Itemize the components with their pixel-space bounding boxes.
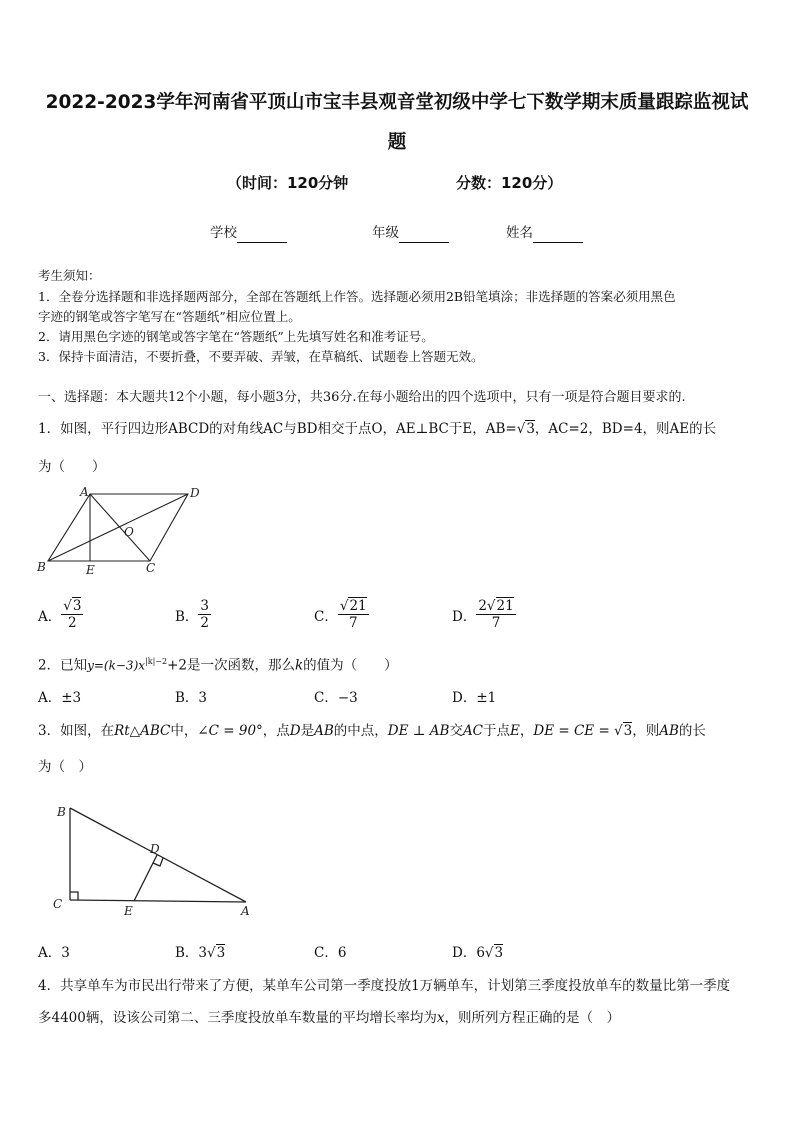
q3-option-d[interactable]: D．6√3 [452, 945, 504, 961]
right-angle-c [70, 892, 78, 900]
q3-stem: 3．如图，在Rt△ABC中，∠C = 90°，点D是AB的中点，DE ⊥ AB交AC于点E，DE = CE = √3，则AB的长 [38, 723, 706, 739]
q2-option-c[interactable]: C．−3 [314, 690, 358, 706]
q3-stem-k: 为（ ） [38, 759, 92, 775]
notice-heading: 考生须知： [38, 268, 101, 283]
q3-figure [44, 796, 264, 922]
exam-time: （时间：120分钟 [227, 174, 349, 192]
q1-stem-sqrt: 3 [526, 421, 535, 437]
label-o: O [124, 525, 134, 539]
q3-option-b[interactable]: B．3√3 [175, 945, 226, 961]
label-c: C [146, 561, 156, 575]
label-a: A [80, 485, 89, 499]
label-c: C [53, 897, 63, 911]
q2-stem: 2．已知$y=(k-3)x^{|k|-2}+2$是一次函数，那么k的值为（ ） [38, 657, 398, 674]
q1-figure [30, 482, 210, 578]
label-e: E [124, 904, 133, 918]
name-field [506, 223, 583, 243]
segment-de [134, 855, 157, 901]
grade-blank [399, 228, 449, 243]
q1-option-c[interactable]: C． $\frac{√21}{7}$ [314, 598, 367, 631]
q1-stem: 1．如图，平行四边形ABCD的对角线AC与BD相交于点O，AE⊥BC于E，AB=√3，AC=2，BD=4，则AE的长 [38, 421, 717, 437]
school-blank [237, 228, 287, 243]
notice-item1a: 1．全卷分选择题和非选择题两部分，全部在答题纸上作答。选择题必须用2B铅笔填涂；非选择题的答案必须用黑色 [38, 289, 676, 304]
q1-option-d[interactable]: D． $\frac{2√21}{7}$ [452, 598, 514, 631]
q3-option-a[interactable]: A．3 [38, 945, 70, 961]
q4-line2: 多4400辆，设该公司第二、三季度投放单车数量的平均增长率均为x，则所列方程正确的是（ ） [38, 1010, 620, 1026]
section-heading: 一、选择题：本大题共12个小题，每小题3分，共36分.在每小题给出的四个选项中，只有一项是符合题目要求的. [38, 390, 686, 405]
q2-formula: y=(k−3)x [87, 658, 146, 673]
exam-title-line1: 2022-2023学年河南省平顶山市宝丰县观音堂初级中学七下数学期末质量跟踪监视试 [45, 92, 749, 113]
q2-exponent: |k|−2 [145, 657, 168, 666]
label-b: B [37, 560, 46, 574]
school-label: 学校 [210, 225, 237, 241]
notice-item3: 3．保持卡面清洁，不要折叠，不要弄破、弄皱，在草稿纸、试题卷上答题无效。 [38, 349, 484, 364]
q2-option-b[interactable]: B．3 [175, 690, 208, 706]
name-label: 姓名 [506, 225, 533, 241]
q2-option-d[interactable]: D．±1 [452, 690, 497, 706]
q1-stem-b: ，AC=2，BD=4，则AE的长 [534, 421, 717, 437]
label-d: D [150, 842, 160, 856]
exam-title-line2: 题 [387, 132, 407, 153]
grade-field [372, 223, 449, 243]
q3-option-c[interactable]: C．6 [314, 945, 347, 961]
name-blank [533, 228, 583, 243]
diagonal-ac [90, 494, 150, 561]
grade-label: 年级 [372, 225, 399, 241]
notice-item2: 2．请用黑色字迹的钢笔或答字笔在“答题纸”上先填写姓名和准考证号。 [38, 329, 434, 344]
q1-option-a[interactable]: A． $\frac{√3}{2}$ [38, 598, 82, 631]
exam-score: 分数：120分） [456, 174, 563, 192]
label-e: E [86, 563, 95, 577]
q1-stem-c: 为（ ） [38, 459, 106, 475]
label-d: D [190, 486, 200, 500]
label-a: A [241, 904, 250, 918]
q4-line1: 4．共享单车为市民出行带来了方便，某单车公司第一季度投放1万辆单车，计划第三季度投放单车的数量比第一季度 [38, 978, 731, 994]
notice-item1b: 字迹的钢笔或答字笔写在“答题纸”相应位置上。 [38, 309, 301, 324]
school-field [210, 223, 287, 243]
q2-option-a[interactable]: A．±3 [38, 690, 82, 706]
label-b: B [57, 805, 66, 819]
side-ca [70, 900, 246, 902]
q1-option-b[interactable]: B． $\frac{3}{2}$ [175, 598, 210, 631]
q1-stem-a: 1．如图，平行四边形ABCD的对角线AC与BD相交于点O，AE⊥BC于E，AB= [38, 421, 517, 437]
